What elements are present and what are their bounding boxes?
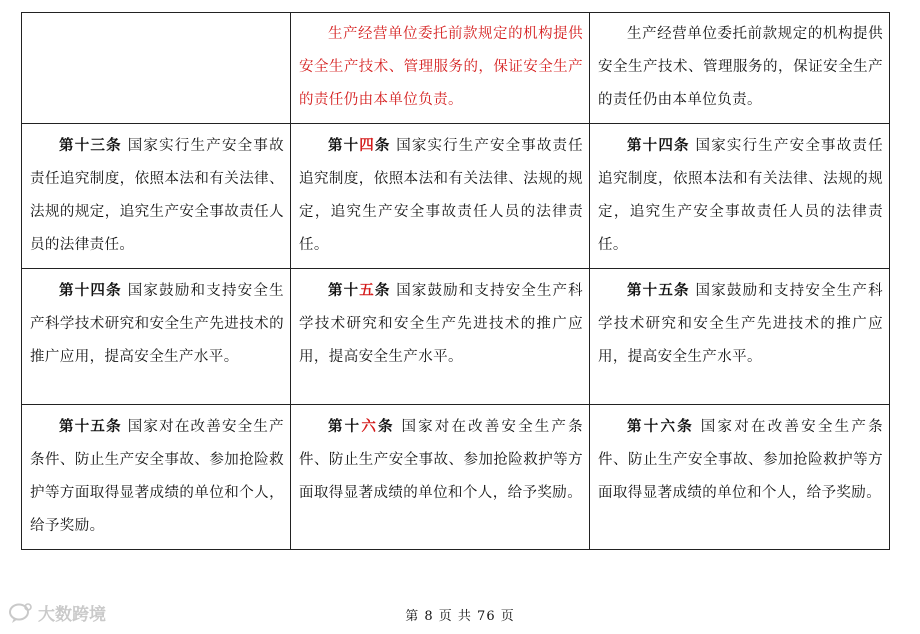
watermark-text: 大数跨境 <box>38 605 106 625</box>
table-row <box>22 405 890 550</box>
clause-text: 生产经营单位委托前款规定的机构提供安全生产技术、管理服务的，保证安全生产的责任仍由本单位负责。 <box>598 26 883 108</box>
clause-text: 国家鼓励和支持安全生产科学技术研究和安全生产先进技术的推广应用，提高安全生产水平。 <box>30 283 284 365</box>
table-row <box>22 124 890 269</box>
article-suffix: 条 <box>374 137 391 154</box>
article-number <box>328 418 395 435</box>
cell-draft <box>291 269 590 405</box>
article-number: 第十四条 <box>59 282 122 299</box>
cell-old-law <box>22 124 291 269</box>
cell-old-law <box>22 269 291 405</box>
cell-draft <box>291 13 590 124</box>
article-number <box>328 282 391 299</box>
article-suffix: 条 <box>378 418 395 435</box>
article-number: 第十四条 <box>627 137 690 154</box>
cell-new-law <box>590 269 890 405</box>
article-number: 第十五条 <box>627 282 690 299</box>
page-number: 第 8 页 共 76 页 <box>405 609 515 624</box>
clause-text: 国家鼓励和支持安全生产科学技术研究和安全生产先进技术的推广应用，提高安全生产水平。 <box>598 283 883 365</box>
article-changed-digit: 六 <box>361 418 378 435</box>
article-number: 第十五条 <box>59 418 122 435</box>
clause-text: 国家实行生产安全事故责任追究制度，依照本法和有关法律、法规的规定，追究生产安全事故责任人员的法律责任。 <box>598 138 883 253</box>
table-row <box>22 13 890 124</box>
clause-text: 国家对在改善安全生产条件、防止生产安全事故、参加抢险救护等方面取得显著成绩的单位和个人，给予奖励。 <box>299 419 583 501</box>
clause-text: 国家对在改善安全生产条件、防止生产安全事故、参加抢险救护等方面取得显著成绩的单位和个人，给予奖励。 <box>30 419 284 534</box>
article-prefix: 第十 <box>328 137 360 154</box>
clause-text: 生产经营单位委托前款规定的机构提供安全生产技术、管理服务的，保证安全生产的责任仍由本单位负责。 <box>299 26 583 108</box>
clause-text: 国家实行生产安全事故责任追究制度，依照本法和有关法律、法规的规定，追究生产安全事故责任人员的法律责任。 <box>299 138 583 253</box>
cell-old-law <box>22 13 291 124</box>
clause-text: 国家鼓励和支持安全生产科学技术研究和安全生产先进技术的推广应用，提高安全生产水平。 <box>299 283 583 365</box>
article-changed-digit: 五 <box>359 282 375 299</box>
clause-text: 国家对在改善安全生产条件、防止生产安全事故、参加抢险救护等方面取得显著成绩的单位和个人，给予奖励。 <box>598 419 883 501</box>
article-number: 第十三条 <box>59 137 122 154</box>
article-number: 第十六条 <box>627 418 694 435</box>
cell-old-law <box>22 405 291 550</box>
comparison-table <box>21 12 890 550</box>
article-number <box>328 137 391 154</box>
table-row <box>22 269 890 405</box>
cell-new-law <box>590 124 890 269</box>
cell-new-law <box>590 405 890 550</box>
article-prefix: 第十 <box>328 418 362 435</box>
cell-draft <box>291 405 590 550</box>
cell-draft <box>291 124 590 269</box>
clause-text: 国家实行生产安全事故责任追究制度，依照本法和有关法律、法规的规定，追究生产安全事故责任人员的法律责任。 <box>30 138 284 253</box>
article-prefix: 第十 <box>328 282 360 299</box>
cell-new-law <box>590 13 890 124</box>
article-changed-digit: 四 <box>359 137 375 154</box>
article-suffix: 条 <box>374 282 391 299</box>
